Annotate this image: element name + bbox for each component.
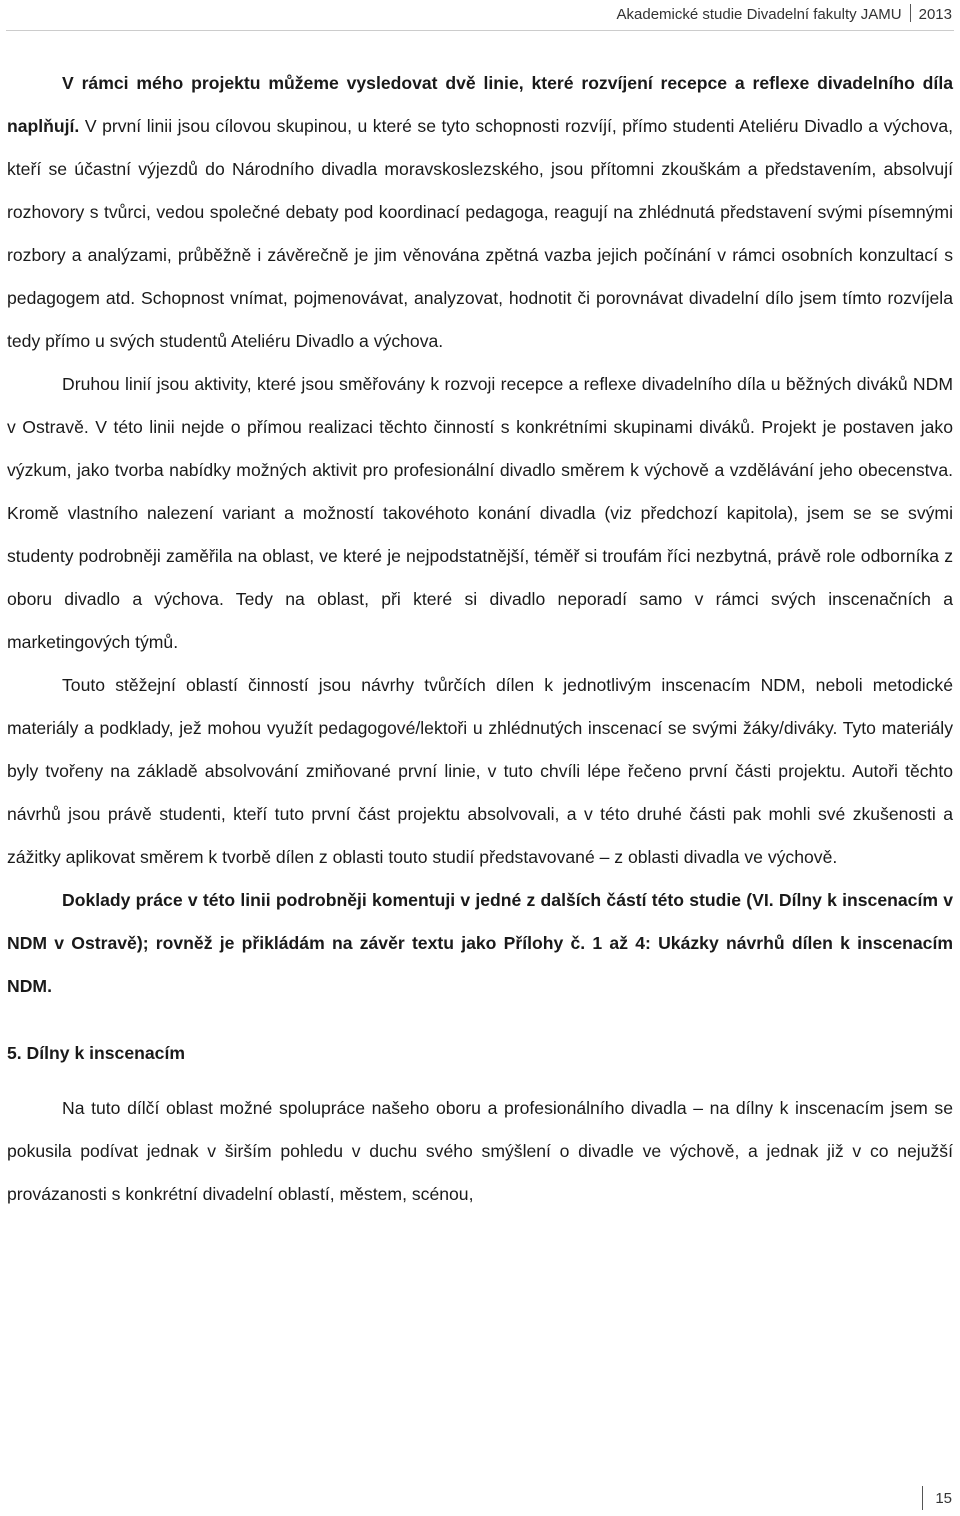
- paragraph-1: [7, 62, 953, 363]
- journal-year: 2013: [918, 6, 952, 23]
- journal-title: Akademické studie Divadelní fakulty JAMU: [616, 6, 902, 23]
- footer-separator: [922, 1486, 923, 1510]
- page-number: 15: [935, 1489, 952, 1507]
- section-heading: 5. Dílny k inscenacím: [7, 1043, 185, 1063]
- paragraph-5: Na tuto dílčí oblast možné spolupráce našeho oboru a profesionálního divadla – na dílny k inscenacím jsem se pokusila podívat jednak v širším pohledu v duchu svého smýšlení o divadle ve výchově, a jednak již v co nejužší provázanosti s konkrétní divadelní oblastí, městem, scénou,: [7, 1098, 953, 1204]
- paragraph-3: Touto stěžejní oblastí činností jsou návrhy tvůrčích dílen k jednotlivým inscenacím NDM, neboli metodické materiály a podklady, jež mohou využít pedagogové/lektoři u zhlédnutých inscenací se svými žáky/diváky. Tyto materiály byly tvořeny na základě absolvování zmiňované první linie, v tuto chvíli lépe řečeno první části projektu. Autoři těchto návrhů jsou právě studenti, kteří tuto první část projektu absolvovali, a v této druhé části pak mohli své zkušenosti a zážitky aplikovat směrem k tvorbě dílen z oblasti touto studií představované – z oblasti divadla ve výchově.: [7, 675, 953, 867]
- running-header: [617, 4, 953, 23]
- paragraph-2: Druhou linií jsou aktivity, které jsou směřovány k rozvoji recepce a reflexe divadelního díla u běžných diváků NDM v Ostravě. V této linii nejde o přímou realizaci těchto činností s konkrétními skupinami diváků. Projekt je postaven jako výzkum, jako tvorba nabídky možných aktivit pro profesionální divadlo směrem k výchově a vzdělávání jeho obecenstva. Kromě vlastního nalezení variant a možností takovéhoto konání divadla (viz předchozí kapitola), jsem se se svými studenty podrobněji zaměřila na oblast, ve které je nejpodstatnější, téměř si troufám říci nezbytná, právě role odborníka z oboru divadlo a výchova. Tedy na oblast, při které si divadlo neporadí samo v rámci svých inscenačních a marketingových týmů.: [7, 374, 953, 652]
- page-footer: [922, 1480, 952, 1516]
- header-rule: [6, 30, 954, 31]
- paragraph-4: Doklady práce v této linii podrobněji komentuji v jedné z dalších částí této studie (VI. Dílny k inscenacím v NDM v Ostravě); rovněž je přikládám na závěr textu jako Přílohy č. 1 až 4: Ukázky návrhů dílen k inscenacím NDM.: [7, 890, 953, 996]
- article-body: [7, 62, 953, 1216]
- header-separator: [910, 4, 911, 22]
- paragraph-1-lead: V rámci mého projektu můžeme vysledovat dvě linie, které rozvíjení recepce a reflexe divadelního díla naplňují.: [7, 73, 953, 136]
- paragraph-1-text: V první linii jsou cílovou skupinou, u které se tyto schopnosti rozvíjí, přímo studenti Ateliéru Divadlo a výchova, kteří se účastní výjezdů do Národního divadla moravskoslezského, jsou přítomni zkouškám a představením, absolvují rozhovory s tvůrci, vedou společné debaty pod koordinací pedagoga, reagují na zhlédnutá představení svými písemnými rozbory a analýzami, průběžně i závěrečně je jim věnována zpětná vazba jejich počínání v rámci osobních konzultací s pedagogem atd. Schopnost vnímat, pojmenovávat, analyzovat, hodnotit či porovnávat divadelní dílo jsem tímto rozvíjela tedy přímo u svých studentů Ateliéru Divadlo a výchova.: [7, 116, 953, 351]
